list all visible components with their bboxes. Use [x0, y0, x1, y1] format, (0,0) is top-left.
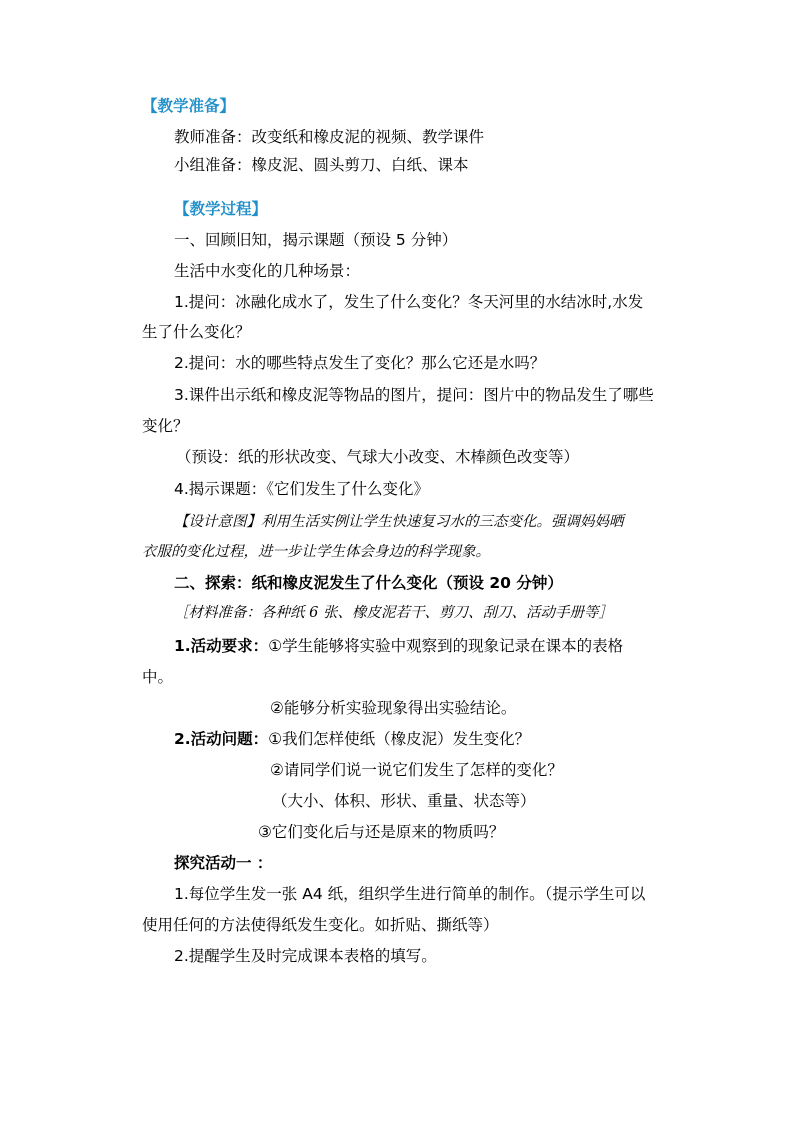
design-intent-line1: 【设计意图】利用生活实例让学生快速复习水的三态变化。强调妈妈晒 — [174, 514, 624, 530]
activity-question-1: ①我们怎样使纸（橡皮泥）发生变化？ — [268, 730, 531, 748]
part1-question3-line2: 变化？ — [142, 417, 189, 435]
exploration-step1-line2: 使用任何的方法使得纸发生变化。如折贴、撕纸等） — [142, 916, 499, 934]
part1-question1-line2: 生了什么变化？ — [142, 323, 251, 341]
activity-requirement-2: ②能够分析实验现象得出实验结论。 — [270, 699, 517, 717]
activity-questions-label: 2.活动问题： — [174, 730, 269, 748]
activity-question-2: ②请同学们说一说它们发生了怎样的变化？ — [270, 761, 563, 779]
activity-question-3: ③它们变化后与还是原来的物质吗？ — [258, 823, 505, 841]
part2-title: 二、探索：纸和橡皮泥发生了什么变化（预设 20 分钟） — [174, 574, 563, 592]
group-prep-line: 小组准备：橡皮泥、圆头剪刀、白纸、课本 — [174, 156, 469, 174]
teaching-prep-heading: 【教学准备】 — [142, 97, 236, 115]
part1-title: 一、回顾旧知，揭示课题（预设 5 分钟） — [174, 231, 458, 249]
exploration-step1-line1: 1.每位学生发一张 A4 纸，组织学生进行简单的制作。（提示学生可以 — [174, 885, 646, 903]
design-intent-line2: 衣服的变化过程，进一步让学生体会身边的科学现象。 — [142, 544, 490, 560]
activity-requirements — [174, 636, 623, 656]
part1-intro: 生活中水变化的几种场景： — [174, 262, 361, 280]
part1-question4: 4.揭示课题：《它们发生了什么变化》 — [174, 480, 430, 498]
part1-question1-line1: 1.提问：冰融化成水了，发生了什么变化？冬天河里的水结冰时,水发 — [174, 293, 644, 311]
activity-requirements-label: 1.活动要求： — [174, 637, 269, 655]
activity-requirement-1-cont: 中。 — [142, 668, 174, 686]
activity-requirement-1: ①学生能够将实验中观察到的现象记录在课本的表格 — [268, 637, 624, 655]
part1-question3-line1: 3.课件出示纸和橡皮泥等物品的图片，提问：图片中的物品发生了哪些 — [174, 386, 654, 404]
part2-materials: ［材料准备：各种纸 6 张、橡皮泥若干、剪刀、刮刀、活动手册等］ — [174, 605, 613, 621]
exploration-activity-title: 探究活动一 ： — [174, 854, 273, 872]
activity-questions — [174, 729, 530, 749]
part1-question2: 2.提问：水的哪些特点发生了变化？那么它还是水吗？ — [174, 354, 546, 372]
teacher-prep-line: 教师准备：改变纸和橡皮泥的视频、教学课件 — [174, 128, 485, 146]
teaching-process-heading: 【教学过程】 — [174, 200, 268, 218]
activity-question-2-note: （大小、体积、形状、重量、状态等） — [272, 792, 536, 810]
part1-preset-answer: （预设：纸的形状改变、气球大小改变、木棒颜色改变等） — [176, 448, 580, 466]
exploration-step2: 2.提醒学生及时完成课本表格的填写。 — [174, 947, 437, 965]
